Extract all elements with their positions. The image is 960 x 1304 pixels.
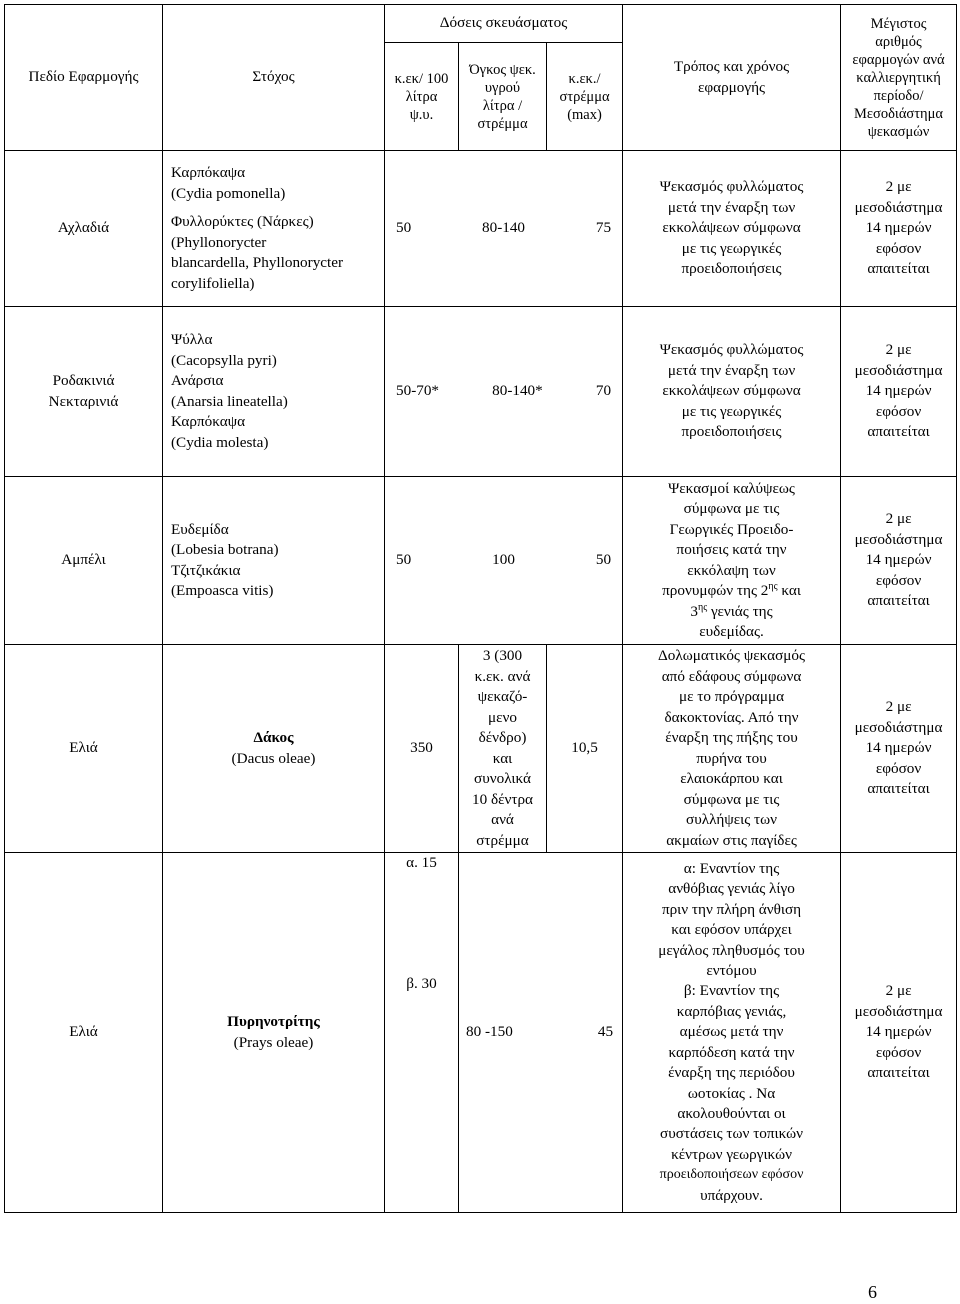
max-apps-cell: 2 με μεσοδιάστημα 14 ημερών εφόσον απαιτείται	[841, 477, 957, 645]
page-number: 6	[868, 1282, 877, 1302]
crop-cell: Αχλαδιά	[5, 151, 163, 307]
max-apps-cell: 2 με μεσοδιάστημα 14 ημερών εφόσον απαιτείται	[841, 151, 957, 307]
header-target: Στόχος	[163, 5, 385, 151]
target-cell: Πυρηνοτρίτης (Prays oleae)	[163, 853, 385, 1213]
header-max-apps: Μέγιστος αριθμός εφαρμογών ανά καλλιεργητική περίοδο/ Μεσοδιάστημα ψεκασμών	[841, 5, 957, 151]
header-field: Πεδίο Εφαρμογής	[5, 5, 163, 151]
spray-volume: 3 (300 κ.εκ. ανά ψεκαζό- μενο δένδρο) και συνολικά 10 δέντρα ανά στρέμμα	[459, 645, 547, 853]
table-row	[5, 645, 957, 853]
dose-per-100l: 350	[385, 645, 459, 853]
header-dose-per-100l: κ.εκ/ 100 λίτρα ψ.υ.	[385, 43, 459, 151]
method-cell: Δολωματικός ψεκασμός από εδάφους σύμφωνα με το πρόγραμμα δακοκτονίας. Από την έναρξη της πήξης του πυρήνα του ελαιοκάρπου και σύμφωνα με τις συλλήψεις των ακμαίων στις παγίδες	[623, 645, 841, 853]
table-row	[5, 477, 957, 645]
method-cell: Ψεκασμός φυλλώματος μετά την έναρξη των εκκολάψεων σύμφωνα με τις γεωργικές προειδοποιήσεις	[623, 307, 841, 477]
spray-volume: 80-140*	[492, 382, 543, 400]
header-spray-volume: Όγκος ψεκ. υγρού λίτρα / στρέμμα	[459, 43, 547, 151]
dose-per-100l: 50	[396, 219, 412, 237]
method-cell: Ψεκασμοί καλύψεως σύμφωνα με τις Γεωργικές Προειδο- ποιήσεις κατά την εκκόλαψη των προνυμφών της $2^{\eta\varsigma}$ και $3^{\eta\varsigma}$ γενιάς της ευδεμίδας.	[623, 477, 841, 645]
crop-cell: Αμπέλι	[5, 477, 163, 645]
dose-per-stremma: 75	[595, 219, 612, 237]
dose-per-100l: 50	[396, 551, 412, 569]
dose-per-stremma: 45	[597, 1023, 614, 1041]
spray-volume: 80-140	[482, 219, 526, 237]
header-doses: Δόσεις σκευάσματος	[385, 5, 623, 43]
dose-values	[385, 477, 623, 645]
spray-volume: 100	[492, 551, 515, 569]
target-cell: Δάκος (Dacus oleae)	[163, 645, 385, 853]
max-apps-cell: 2 με μεσοδιάστημα 14 ημερών εφόσον απαιτείται	[841, 645, 957, 853]
dose-values	[385, 307, 623, 477]
dose-per-100l: 50-70*	[396, 382, 440, 400]
table-row	[5, 307, 957, 477]
method-cell: Ψεκασμός φυλλώματος μετά την έναρξη των εκκολάψεων σύμφωνα με τις γεωργικές προειδοποιήσεις	[623, 151, 841, 307]
header-method: Τρόπος και χρόνος εφαρμογής	[623, 5, 841, 151]
dose-values	[459, 853, 623, 1213]
target-cell: Ευδεμίδα (Lobesia botrana) Τζιτζικάκια (Empoasca vitis)	[163, 477, 385, 645]
pesticide-table	[4, 4, 957, 1213]
target-cell: Ψύλλα (Cacopsylla pyri) Ανάρσια (Anarsia lineatella) Καρπόκαψα (Cydia molesta)	[163, 307, 385, 477]
header-dose-per-stremma: κ.εκ./ στρέμμα (max)	[547, 43, 623, 151]
dose-per-stremma: 50	[595, 551, 612, 569]
max-apps-cell: 2 με μεσοδιάστημα 14 ημερών εφόσον απαιτείται	[841, 853, 957, 1213]
target-cell: Καρπόκαψα (Cydia pomonella) Φυλλορύκτες (Νάρκες) (Phyllonorycter blancardella, Phyllonorycter corylifoliella)	[163, 151, 385, 307]
crop-cell: Ελιά	[5, 645, 163, 853]
dose-values	[385, 151, 623, 307]
dose-per-stremma: 70	[595, 382, 612, 400]
crop-cell: Ελιά	[5, 853, 163, 1213]
max-apps-cell: 2 με μεσοδιάστημα 14 ημερών εφόσον απαιτείται	[841, 307, 957, 477]
dose-per-100l: α. 15 β. 30	[385, 853, 459, 1213]
dose-per-stremma: 10,5	[547, 645, 623, 853]
crop-cell: Ροδακινιά Νεκταρινιά	[5, 307, 163, 477]
spray-volume: 80 -150	[466, 1023, 513, 1041]
method-cell: α: Εναντίον της ανθόβιας γενιάς λίγο πριν την πλήρη άνθιση και εφόσον υπάρχει μεγάλος πληθυσμός του εντόμου β: Εναντίον της καρπόβιας γενιάς, αμέσως μετά την καρπόδεση κατά την έναρξη της περιόδου ωοτοκίας . Να ακολουθούνται οι συστάσεις των τοπικών κέντρων γεωργικών προειδοποιήσεων εφόσον υπάρχουν.	[623, 853, 841, 1213]
table-row	[5, 853, 957, 1213]
table-row	[5, 151, 957, 307]
